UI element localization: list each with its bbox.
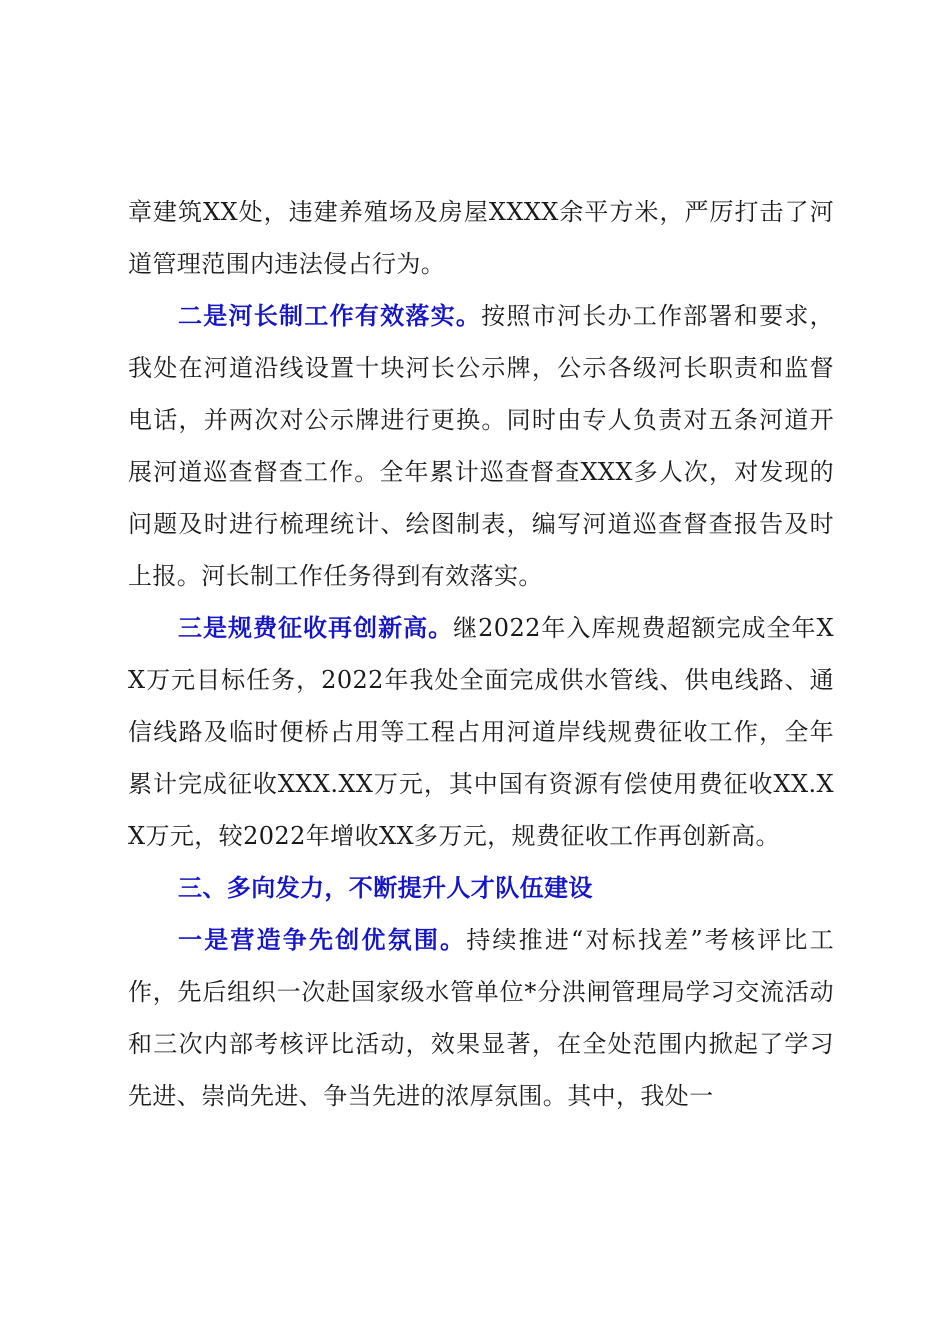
paragraph-lead: 三是规费征收再创新高。 <box>178 613 454 642</box>
paragraph-lead: 一是营造争先创优氛围。 <box>178 925 467 954</box>
paragraph-text: 持续推进“对标找差”考核评比工作，先后组织一次赴国家级水管单位*分洪闸管理局学习交流活动和三次内部考核评比活动，效果显著，在全处范围内掀起了学习先进、崇尚先进、争当先进的浓厚氛围。其中，我处一 <box>128 926 834 1110</box>
paragraph-text: 继2022年入库规费超额完成全年XX万元目标任务，2022年我处全面完成供水管线、供电线路、通信线路及临时便桥占用等工程占用河道岸线规费征收工作，全年累计完成征收XXX.XX万元，其中国有资源有偿使用费征收XX.XX万元，较2022年增收XX多万元，规费征收工作再创新高。 <box>128 614 834 850</box>
paragraph-illegal-buildings <box>128 186 834 290</box>
paragraph-text: 按照市河长办工作部署和要求，我处在河道沿线设置十块河长公示牌，公示各级河长职责和监督电话，并两次对公示牌进行更换。同时由专人负责对五条河道开展河道巡查督查工作。全年累计巡查督查XXX多人次，对发现的问题及时进行梳理统计、绘图制表，编写河道巡查督查报告及时上报。河长制工作任务得到有效落实。 <box>128 302 834 590</box>
paragraph-text: 章建筑XX处，违建养殖场及房屋XXXX余平方米，严厉打击了河道管理范围内违法侵占行为。 <box>128 198 834 278</box>
document-body <box>128 186 834 1122</box>
paragraph-fee-collection <box>128 602 834 862</box>
section-heading: 三、多向发力，不断提升人才队伍建设 <box>178 873 593 902</box>
paragraph-lead: 二是河长制工作有效落实。 <box>178 301 482 330</box>
paragraph-competition-atmosphere <box>128 914 834 1122</box>
paragraph-river-chief-system <box>128 290 834 602</box>
